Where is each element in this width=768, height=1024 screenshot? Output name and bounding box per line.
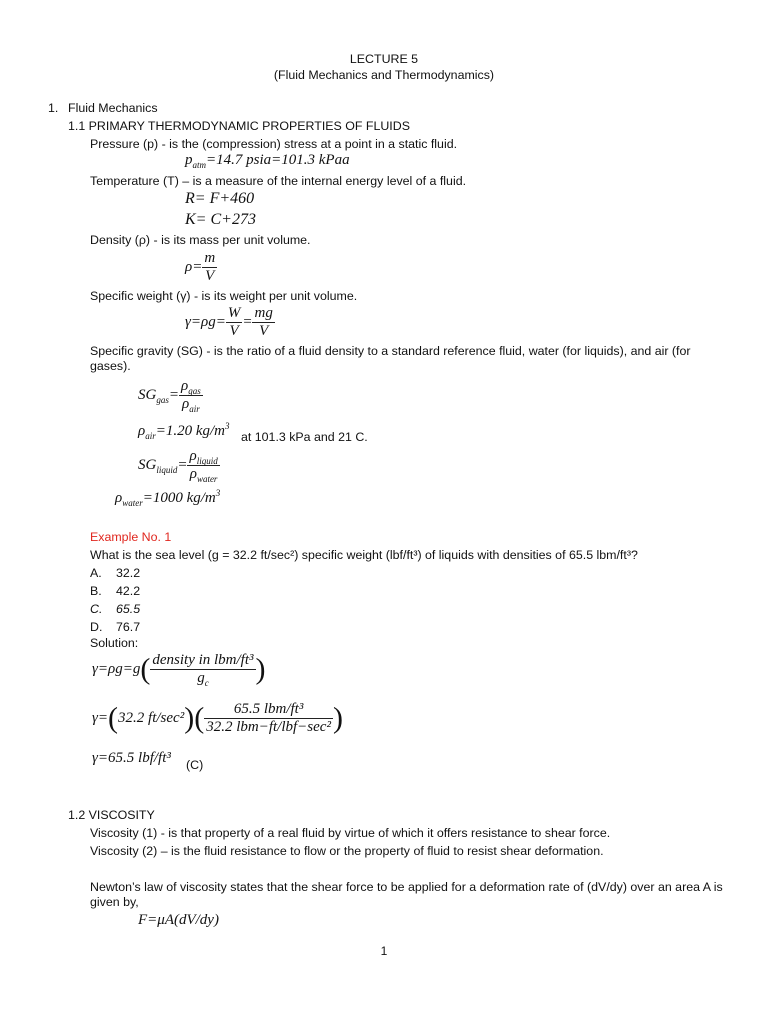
kelvin-equation: K= C+273 [185,211,256,228]
temperature-definition: Temperature (T) – is a measure of the internal energy level of a fluid. [90,174,467,188]
rho-water-equation: $\rho_{water}=1000$ $kg/m^3$ [115,488,221,508]
page-number: 1 [380,944,388,958]
density-equation: ρ= $\frac{m}{V}$ [185,250,216,284]
newton-law-text: Newton’s law of viscosity states that the shear force to be applied for a deformation rate of (dV/dy) over an area A is given by, [90,880,723,909]
option-value-a: 32.2 [116,566,141,580]
pressure-definition: Pressure (p) - is the (compression) stress at a point in a static fluid. [90,137,458,151]
pressure-equation: $p_{atm}=14.7$ psia=101.3 kPaa [185,152,350,170]
option-letter-d: D. [90,620,103,634]
option-letter-b: B. [90,584,102,598]
solution-answer: (C) [186,758,204,772]
rankine-equation: R= F+460 [185,190,255,207]
option-value-c: 65.5 [116,602,141,616]
example-title: Example No. 1 [90,530,172,544]
solution-step-1: γ=ρg=g( $\frac{\text{density in lbm/ft³}}{g_c}$ ) [92,652,266,688]
viscosity-title: 1.2 VISCOSITY [68,808,155,822]
option-value-b: 42.2 [116,584,141,598]
viscosity-definition-2: Viscosity (2) – is the fluid resistance to flow or the property of fluid to resist shear deformation. [90,844,604,858]
sg-gas-equation: $SG_{gas}=$ $\frac{\rho_{gas}}{\rho_{air}}$ [138,378,201,414]
option-letter-a: A. [90,566,102,580]
section-title: Fluid Mechanics [68,101,158,115]
specific-gravity-definition: Specific gravity (SG) - is the ratio of a fluid density to a standard reference fluid, water (for liquids), and air (for gases). [90,344,691,373]
rho-air-conditions: at 101.3 kPa and 21 C. [241,430,368,444]
lecture-title: LECTURE 5 [349,52,419,66]
subsection-title: 1.1 PRIMARY THERMODYNAMIC PROPERTIES OF FLUIDS [68,119,410,133]
rho-air-equation: $\rho_{air}=1.20$ $kg/m^3$ [138,421,230,441]
density-definition: Density (ρ) - is its mass per unit volume. [90,233,311,247]
sg-liquid-equation: $SG_{liquid}=$ $\frac{\rho_{liquid}}{\rho_{water}}$ [138,448,218,484]
newton-law-equation: F=μA(dV/dy) [138,912,219,928]
lecture-subtitle: (Fluid Mechanics and Thermodynamics) [273,68,495,82]
solution-label: Solution: [90,636,139,650]
specific-weight-definition: Specific weight (γ) - is its weight per unit volume. [90,289,358,303]
viscosity-definition-1: Viscosity (1) - is that property of a real fluid by virtue of which it offers resistance to shear force. [90,826,611,840]
option-letter-c: C. [90,602,103,616]
solution-step-2: γ=(32.2 ft/sec²)( $\frac{\text{65.5 lbm/ft³}}{\text{32.2 lbm−ft/lbf−sec²}}$ ) [92,701,343,735]
option-value-d: 76.7 [116,620,141,634]
solution-step-3: γ=65.5 lbf/ft³ [92,750,171,766]
specific-weight-equation: γ=ρg= $\frac{W}{V}$ = $\frac{mg}{V}$ [185,305,273,339]
example-question: What is the sea level (g = 32.2 ft/sec²) specific weight (lbf/ft³) of liquids with densities of 65.5 lbm/ft³? [90,548,638,562]
section-number: 1. [48,101,59,115]
